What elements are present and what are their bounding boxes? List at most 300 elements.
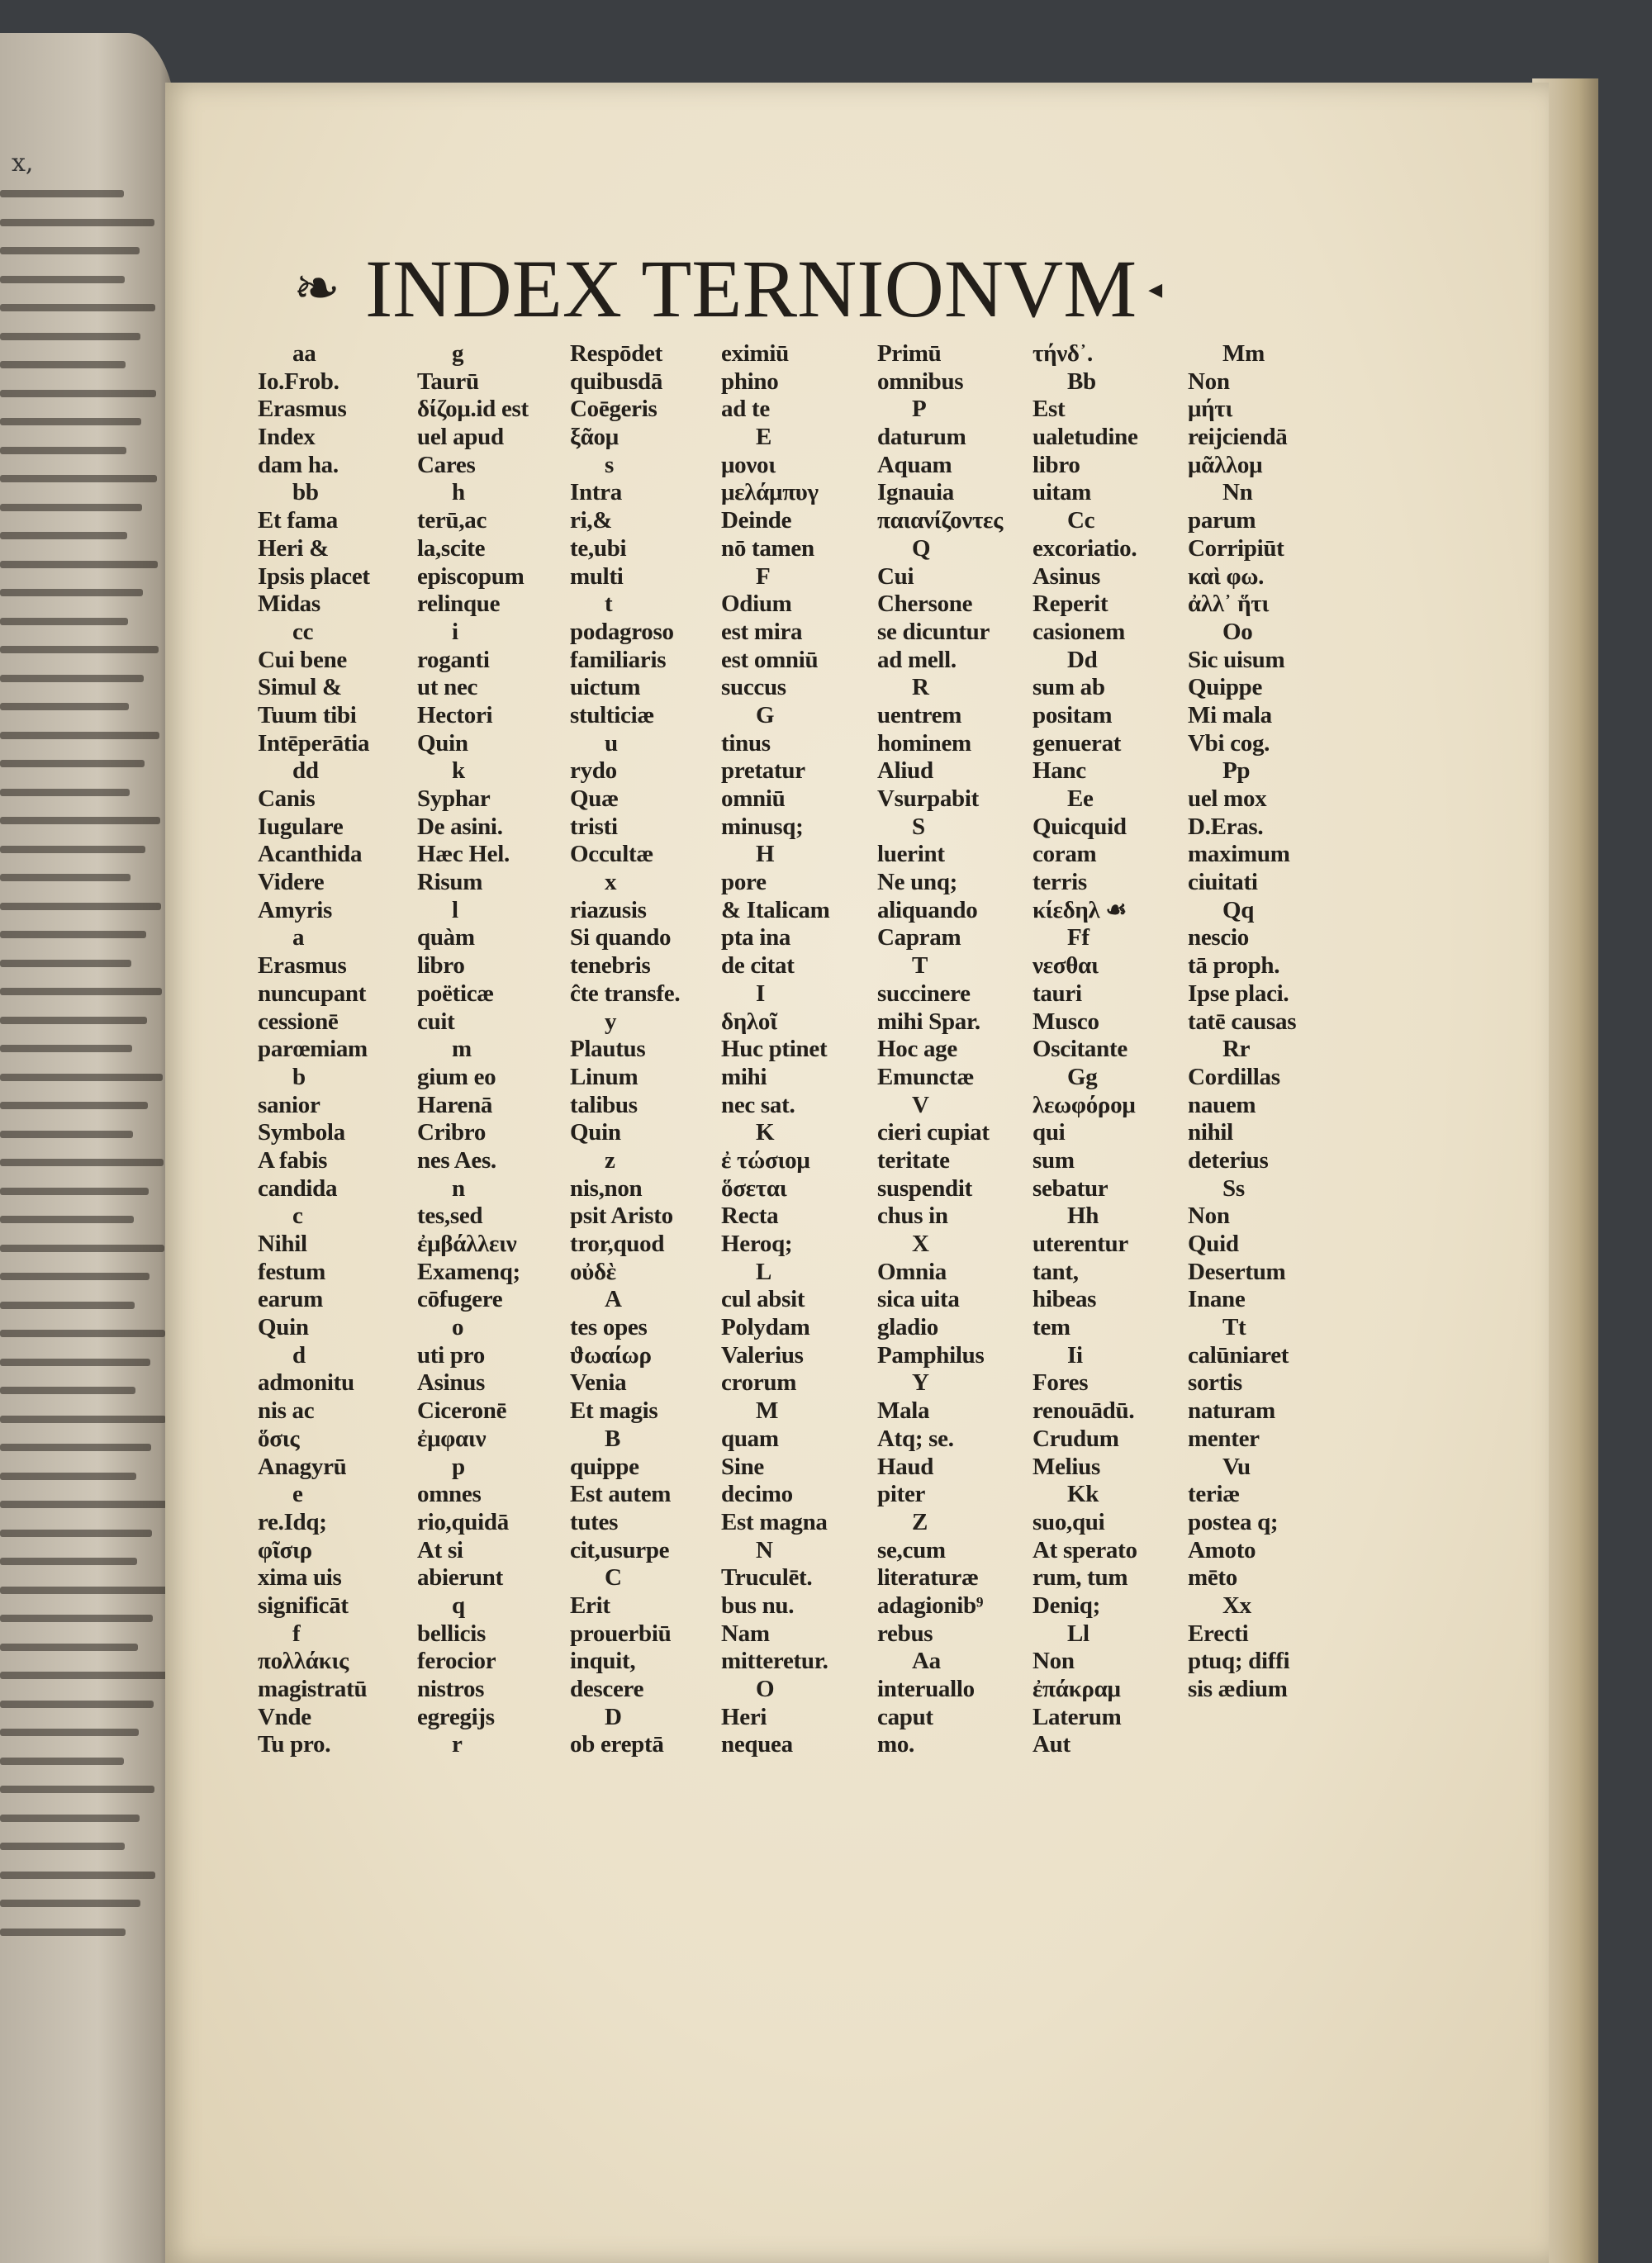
- index-entry: ϑωαίωρ: [570, 1341, 652, 1369]
- left-page-text-line: [0, 1359, 150, 1366]
- index-entry: significāt: [258, 1592, 349, 1619]
- index-entry: succinere: [877, 980, 971, 1007]
- index-entry: omnibus: [877, 368, 964, 395]
- left-page-text-line: [0, 304, 155, 311]
- signature-marker: y: [605, 1008, 617, 1035]
- index-entry: qui: [1032, 1119, 1066, 1146]
- index-entry: οὐδὲ: [570, 1258, 616, 1285]
- index-entry: nis ac: [258, 1397, 315, 1425]
- index-entry: tā proph.: [1188, 952, 1280, 980]
- signature-marker: d: [292, 1341, 306, 1369]
- index-entry: quibusdā: [570, 368, 663, 395]
- left-page-text-line: [0, 1188, 149, 1195]
- index-entry: terū,ac: [417, 507, 487, 534]
- index-entry: descere: [570, 1676, 644, 1702]
- index-entry: ὅσεται: [721, 1174, 787, 1202]
- left-page-text-line: [0, 447, 126, 454]
- index-entry: Symbola: [258, 1119, 345, 1146]
- index-entry: roganti: [417, 646, 490, 673]
- index-entry: genuerat: [1032, 729, 1122, 757]
- left-page-text-line: [0, 846, 145, 853]
- index-entry: Huc ptinet: [721, 1036, 828, 1063]
- left-page-text-line: [0, 1929, 126, 1936]
- index-entry: Musco: [1032, 1008, 1099, 1035]
- index-entry: Taurū: [417, 368, 479, 395]
- index-entry: coram: [1032, 841, 1097, 868]
- index-entry: Hectori: [417, 701, 493, 728]
- index-entry: libro: [1032, 451, 1080, 478]
- left-page-text-line: [0, 190, 124, 197]
- left-page-text-line: [0, 1017, 147, 1024]
- index-entry: tatē causas: [1188, 1008, 1297, 1035]
- signature-marker: M: [756, 1397, 779, 1425]
- left-page-text-line: [0, 1216, 134, 1223]
- index-column-6: [1032, 340, 1185, 1759]
- index-entry: Canis: [258, 785, 316, 812]
- index-entry: Simul &: [258, 674, 342, 701]
- signature-marker: r: [452, 1731, 463, 1758]
- index-entry: nequea: [721, 1731, 793, 1758]
- left-page-text-line: [0, 618, 128, 625]
- signature-marker: p: [452, 1453, 465, 1480]
- signature-marker: Ii: [1067, 1341, 1083, 1369]
- index-entry: Ipsis placet: [258, 562, 370, 590]
- index-entry: Erecti: [1188, 1620, 1249, 1647]
- index-entry: rio,quidā: [417, 1508, 509, 1535]
- index-entry: nec sat.: [721, 1091, 795, 1118]
- index-entry: uentrem: [877, 701, 962, 728]
- index-entry: Truculēt.: [721, 1564, 813, 1592]
- index-entry: Erasmus: [258, 952, 347, 980]
- index-entry: tem: [1032, 1314, 1070, 1341]
- index-entry: Aut: [1032, 1731, 1070, 1758]
- index-entry: Emunctæ: [877, 1063, 975, 1090]
- left-page-text-line: [0, 1786, 154, 1793]
- index-entry: sum ab: [1032, 674, 1105, 701]
- index-entry: ἀλλ᾽ ἥτι: [1188, 591, 1270, 618]
- signature-marker: D: [605, 1703, 622, 1730]
- index-entry: hibeas: [1032, 1286, 1097, 1313]
- index-entry: la,scite: [417, 534, 486, 562]
- index-entry: postea q;: [1188, 1508, 1279, 1535]
- index-entry: decimo: [721, 1481, 793, 1508]
- index-entry: ξᾶομ: [570, 424, 619, 451]
- index-entry: Inane: [1188, 1286, 1246, 1313]
- index-entry: Mi mala: [1188, 701, 1272, 728]
- index-entry: Hoc age: [877, 1036, 957, 1063]
- signature-marker: i: [452, 618, 458, 645]
- index-entry: Nihil: [258, 1231, 307, 1257]
- index-entry: sanior: [258, 1091, 320, 1118]
- index-entry: festum: [258, 1258, 325, 1285]
- index-entry: Pamphilus: [877, 1341, 985, 1369]
- signature-marker: N: [756, 1536, 773, 1563]
- signature-marker: q: [452, 1592, 465, 1619]
- index-entry: Vbi cog.: [1188, 729, 1270, 757]
- index-entry: Ciceronē: [417, 1397, 507, 1425]
- index-entry: ri,&: [570, 507, 613, 534]
- index-entry: se dicuntur: [877, 618, 990, 645]
- left-page-text-line: [0, 1131, 133, 1138]
- index-entry: Polydam: [721, 1314, 810, 1341]
- index-entry: Io.Frob.: [258, 368, 339, 395]
- index-entry: egregijs: [417, 1703, 495, 1730]
- index-entry: nes Aes.: [417, 1146, 496, 1174]
- signature-marker: k: [452, 757, 465, 785]
- index-entry: renouādū.: [1032, 1397, 1135, 1425]
- index-entry: Videre: [258, 869, 325, 896]
- signature-marker: u: [605, 729, 618, 757]
- index-entry: nō tamen: [721, 534, 814, 562]
- index-entry: Occultæ: [570, 841, 653, 868]
- signature-marker: F: [756, 562, 771, 590]
- index-entry: Hanc: [1032, 757, 1086, 785]
- index-entry: deterius: [1188, 1146, 1269, 1174]
- index-entry: uel mox: [1188, 785, 1267, 812]
- signature-marker: b: [292, 1063, 306, 1090]
- index-entry: gladio: [877, 1314, 938, 1341]
- page-title: [293, 241, 1162, 336]
- index-entry: te,ubi: [570, 534, 627, 562]
- left-page-text-line: [0, 1102, 148, 1109]
- index-entry: Asinus: [1032, 562, 1101, 590]
- signature-marker: Ll: [1067, 1620, 1089, 1647]
- index-entry: Valerius: [721, 1341, 804, 1369]
- index-entry: xima uis: [258, 1564, 342, 1592]
- signature-marker: Q: [912, 534, 931, 562]
- index-entry: excoriatio.: [1032, 534, 1137, 562]
- left-page-text-line: [0, 475, 157, 482]
- left-page-text-line: [0, 988, 162, 995]
- signature-marker: X: [912, 1231, 929, 1257]
- index-entry: μονοι: [721, 451, 776, 478]
- signature-marker: G: [756, 701, 775, 728]
- index-entry: Amyris: [258, 896, 333, 923]
- index-entry: λεωφόρομ: [1032, 1091, 1136, 1118]
- index-entry: cuit: [417, 1008, 455, 1035]
- index-entry: sum: [1032, 1146, 1075, 1174]
- signature-marker: Nn: [1222, 479, 1253, 506]
- index-entry: πολλάκις: [258, 1648, 349, 1675]
- index-entry: Primū: [877, 340, 942, 367]
- left-page-text-line: [0, 1330, 165, 1337]
- left-page-text-line: [0, 789, 130, 796]
- index-entry: De asini.: [417, 813, 503, 840]
- index-entry: Nam: [721, 1620, 770, 1647]
- index-entry: Iugulare: [258, 813, 344, 840]
- index-entry: ualetudine: [1032, 424, 1138, 451]
- left-page-text-line: [0, 1587, 168, 1594]
- index-entry: daturum: [877, 424, 966, 451]
- left-page-text-line: [0, 1672, 169, 1679]
- left-page-text-line: [0, 1900, 140, 1907]
- index-entry: Examenq;: [417, 1258, 520, 1285]
- left-page-text-line: [0, 1558, 137, 1565]
- left-page-text-line: [0, 219, 154, 226]
- left-page-text-line: [0, 1273, 150, 1280]
- index-entry: ut nec: [417, 674, 478, 701]
- signature-marker: Ff: [1067, 924, 1089, 951]
- left-page-text-line: [0, 390, 156, 397]
- index-entry: uti pro: [417, 1341, 485, 1369]
- signature-marker: Pp: [1222, 757, 1251, 785]
- index-entry: mo.: [877, 1731, 915, 1758]
- index-entry: Cui: [877, 562, 914, 590]
- index-entry: de citat: [721, 952, 795, 980]
- index-entry: casionem: [1032, 618, 1125, 645]
- index-column-1: [258, 340, 411, 1759]
- signature-marker: S: [912, 813, 925, 840]
- left-page-text-line: [0, 361, 126, 368]
- index-entry: nihil: [1188, 1119, 1233, 1146]
- index-entry: Harenā: [417, 1091, 493, 1118]
- index-entry: Deinde: [721, 507, 792, 534]
- left-page-text-line: [0, 1815, 140, 1822]
- index-entry: tristi: [570, 813, 618, 840]
- signature-marker: Tt: [1222, 1314, 1246, 1341]
- index-entry: Recta: [721, 1203, 779, 1230]
- index-entry: tror,quod: [570, 1231, 665, 1257]
- signature-marker: Xx: [1222, 1592, 1251, 1619]
- index-entry: uictum: [570, 674, 641, 701]
- left-page-text-line: [0, 1872, 155, 1879]
- signature-marker: aa: [292, 340, 316, 367]
- index-entry: ferocior: [417, 1648, 496, 1675]
- index-entry: admonitu: [258, 1369, 354, 1397]
- index-entry: Vsurpabit: [877, 785, 979, 812]
- index-entry: Chersone: [877, 591, 973, 618]
- index-column-7: [1188, 340, 1341, 1704]
- index-entry: caput: [877, 1703, 933, 1730]
- signature-marker: Cc: [1067, 507, 1095, 534]
- index-entry: Et fama: [258, 507, 338, 534]
- index-entry: Quin: [417, 729, 468, 757]
- index-entry: inquit,: [570, 1648, 636, 1675]
- left-page-text-line: [0, 1473, 136, 1480]
- index-entry: succus: [721, 674, 786, 701]
- index-entry: Linum: [570, 1063, 638, 1090]
- index-entry: ptuq; diffi: [1188, 1648, 1290, 1675]
- index-entry: mihi Spar.: [877, 1008, 980, 1035]
- signature-marker: cc: [292, 618, 314, 645]
- index-entry: parœmiam: [258, 1036, 368, 1063]
- left-page-text-line: [0, 1843, 125, 1850]
- index-entry: quàm: [417, 924, 475, 951]
- left-page-text-line: [0, 589, 143, 596]
- index-entry: νεσθαι: [1032, 952, 1099, 980]
- signature-marker: C: [605, 1564, 622, 1592]
- index-entry: psit Aristo: [570, 1203, 673, 1230]
- index-column-3: [570, 340, 723, 1759]
- signature-marker: f: [292, 1620, 301, 1647]
- left-page-text-line: [0, 817, 160, 824]
- index-entry: Non: [1188, 1203, 1230, 1230]
- index-entry: Index: [258, 424, 316, 451]
- index-entry: tutes: [570, 1508, 619, 1535]
- index-entry: D.Eras.: [1188, 813, 1264, 840]
- left-page-text-line: [0, 1758, 124, 1765]
- index-entry: nis,non: [570, 1174, 643, 1202]
- index-entry: pta ina: [721, 924, 791, 951]
- index-entry: δίζομ.id est: [417, 396, 529, 423]
- index-entry: Heri: [721, 1703, 767, 1730]
- index-entry: Sine: [721, 1453, 764, 1480]
- index-entry: Est magna: [721, 1508, 828, 1535]
- index-entry: dam ha.: [258, 451, 339, 478]
- index-entry: Odium: [721, 591, 792, 618]
- index-entry: ἐ τώσιομ: [721, 1146, 810, 1174]
- index-entry: δηλοῖ: [721, 1008, 777, 1035]
- index-entry: omniū: [721, 785, 786, 812]
- index-entry: crorum: [721, 1369, 797, 1397]
- page-title-text: INDEX TERNIONVM: [364, 243, 1137, 334]
- index-entry: Syphar: [417, 785, 491, 812]
- index-entry: est omniū: [721, 646, 819, 673]
- signature-marker: Gg: [1067, 1063, 1098, 1090]
- index-entry: φῖσιρ: [258, 1536, 312, 1563]
- index-entry: Risum: [417, 869, 483, 896]
- index-entry: Midas: [258, 591, 320, 618]
- signature-marker: Dd: [1067, 646, 1098, 673]
- index-entry: mihi: [721, 1063, 767, 1090]
- index-entry: luerint: [877, 841, 945, 868]
- index-entry: uel apud: [417, 424, 504, 451]
- left-page-text-line: [0, 1644, 138, 1651]
- index-entry: nauem: [1188, 1091, 1256, 1118]
- index-entry: re.Idq;: [258, 1508, 327, 1535]
- signature-marker: Oo: [1222, 618, 1253, 645]
- index-entry: rydo: [570, 757, 617, 785]
- index-entry: Ipse placi.: [1188, 980, 1289, 1007]
- index-entry: Tu pro.: [258, 1731, 331, 1758]
- index-entry: maximum: [1188, 841, 1290, 868]
- index-entry: suspendit: [877, 1174, 972, 1202]
- left-page-text-line: [0, 1416, 166, 1423]
- index-entry: ad te: [721, 396, 770, 423]
- index-entry: Non: [1032, 1648, 1075, 1675]
- index-entry: κίεδηλ ☙: [1032, 896, 1127, 923]
- signature-marker: Qq: [1222, 896, 1255, 923]
- index-column-4: [721, 340, 874, 1759]
- index-entry: phino: [721, 368, 779, 395]
- left-page-text-line: [0, 1530, 152, 1537]
- index-entry: Erit: [570, 1592, 610, 1619]
- index-entry: Cui bene: [258, 646, 347, 673]
- signature-marker: o: [452, 1314, 464, 1341]
- index-entry: se,cum: [877, 1536, 946, 1563]
- index-entry: adagionib⁹: [877, 1592, 984, 1619]
- index-entry: teriæ: [1188, 1481, 1240, 1508]
- index-entry: cessionē: [258, 1008, 339, 1035]
- left-page-text-line: [0, 903, 161, 910]
- index-entry: ciuitati: [1188, 869, 1258, 896]
- index-entry: Laterum: [1032, 1703, 1122, 1730]
- index-entry: Aquam: [877, 451, 952, 478]
- signature-marker: Vu: [1222, 1453, 1251, 1480]
- index-entry: παιανίζοντες: [877, 507, 1004, 534]
- index-entry: relinque: [417, 591, 501, 618]
- signature-marker: L: [756, 1258, 772, 1285]
- index-entry: ob ereptā: [570, 1731, 664, 1758]
- signature-marker: Z: [912, 1508, 928, 1535]
- index-entry: μᾶλλομ: [1188, 451, 1263, 478]
- index-entry: aliquando: [877, 896, 978, 923]
- index-entry: ad mell.: [877, 646, 957, 673]
- index-entry: Vnde: [258, 1703, 311, 1730]
- left-page-text-line: [0, 760, 145, 767]
- index-entry: menter: [1188, 1425, 1260, 1452]
- left-page-text-line: [0, 1444, 151, 1451]
- left-page-text-line: [0, 333, 140, 340]
- index-entry: sis ædium: [1188, 1676, 1288, 1702]
- index-entry: mitteretur.: [721, 1648, 828, 1675]
- index-entry: Mala: [877, 1397, 930, 1425]
- index-entry: rum, tum: [1032, 1564, 1128, 1592]
- index-entry: gium eo: [417, 1063, 496, 1090]
- index-entry: At sperato: [1032, 1536, 1137, 1563]
- signature-marker: dd: [292, 757, 319, 785]
- signature-marker: g: [452, 340, 464, 367]
- index-entry: Quin: [258, 1314, 309, 1341]
- index-entry: nuncupant: [258, 980, 367, 1007]
- index-entry: podagroso: [570, 618, 674, 645]
- left-page-text-line: [0, 874, 131, 881]
- index-entry: Tuum tibi: [258, 701, 357, 728]
- left-page-text-line: [0, 1615, 153, 1622]
- index-entry: Cribro: [417, 1119, 487, 1146]
- index-entry: minusq;: [721, 813, 804, 840]
- signature-marker: O: [756, 1676, 775, 1702]
- index-entry: familiaris: [570, 646, 667, 673]
- left-page-text-line: [0, 675, 144, 682]
- index-entry: ἐμφαιν: [417, 1425, 487, 1452]
- signature-marker: Ss: [1222, 1174, 1245, 1202]
- signature-marker: a: [292, 924, 305, 951]
- left-page-text-line: [0, 561, 158, 568]
- index-column-2: [417, 340, 570, 1759]
- signature-marker: Ee: [1067, 785, 1094, 812]
- index-entry: hominem: [877, 729, 971, 757]
- index-entry: Atq; se.: [877, 1425, 954, 1452]
- index-entry: literaturæ: [877, 1564, 979, 1592]
- left-page-text-line: [0, 732, 159, 739]
- index-entry: reijciendā: [1188, 424, 1288, 451]
- signature-marker: H: [756, 841, 775, 868]
- signature-marker: l: [452, 896, 458, 923]
- signature-marker: e: [292, 1481, 303, 1508]
- index-entry: Acanthida: [258, 841, 363, 868]
- index-entry: Quid: [1188, 1231, 1239, 1257]
- index-entry: chus in: [877, 1203, 948, 1230]
- index-entry: Ne unq;: [877, 869, 958, 896]
- index-entry: cit,usurpe: [570, 1536, 670, 1563]
- index-entry: positam: [1032, 701, 1113, 728]
- signature-marker: Hh: [1067, 1203, 1099, 1230]
- index-entry: sica uita: [877, 1286, 960, 1313]
- index-entry: Coēgeris: [570, 396, 657, 423]
- index-entry: talibus: [570, 1091, 638, 1118]
- signature-marker: T: [912, 952, 928, 980]
- index-entry: est mira: [721, 618, 803, 645]
- index-entry: Sic uisum: [1188, 646, 1285, 673]
- left-page-text-line: [0, 1387, 135, 1394]
- index-entry: pore: [721, 869, 767, 896]
- index-entry: tenebris: [570, 952, 651, 980]
- index-entry: Fores: [1032, 1369, 1089, 1397]
- index-entry: Est autem: [570, 1481, 672, 1508]
- left-page-text-line: [0, 276, 125, 283]
- index-entry: At si: [417, 1536, 463, 1563]
